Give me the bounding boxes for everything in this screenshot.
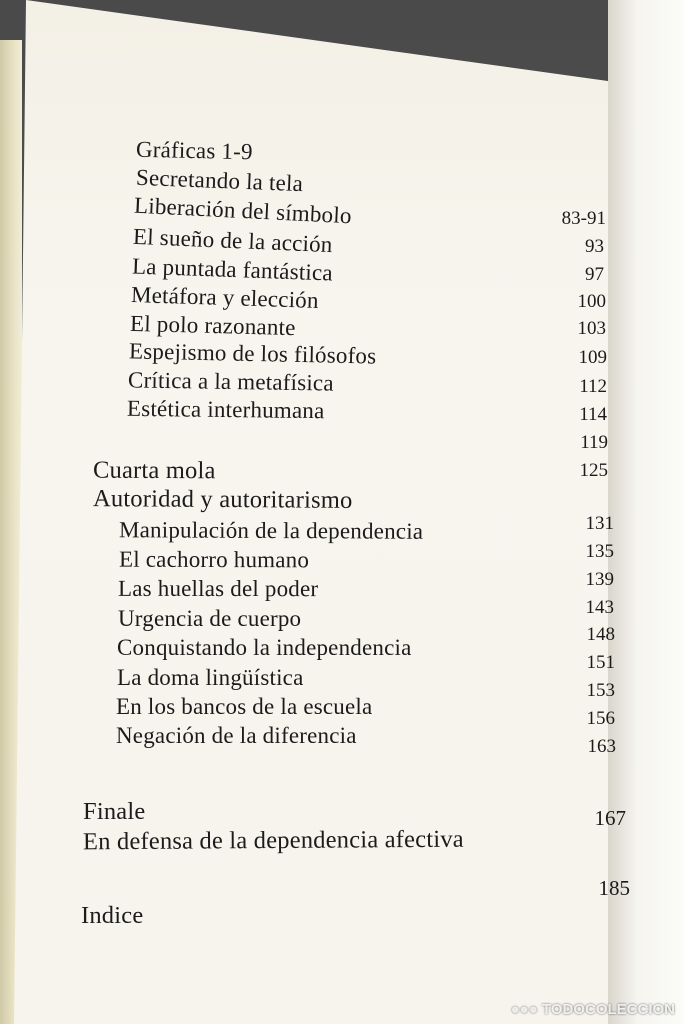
page-number: 131 [585, 513, 614, 534]
page-number: 119 [580, 432, 608, 453]
page-number: 112 [579, 376, 607, 397]
section-heading: Finale [83, 798, 146, 825]
toc-entry: En los bancos de la escuela [116, 694, 373, 719]
toc-entry: Gráficas 1-9 [135, 136, 253, 165]
toc-entry: Liberación del símbolo [133, 192, 353, 229]
page-number: 135 [585, 541, 614, 562]
toc-entry: El polo razonante [129, 310, 296, 341]
toc-entry: La puntada fantástica [131, 253, 334, 286]
section-heading: Indice [81, 902, 144, 929]
toc-entry: Secretando la tela [135, 164, 304, 197]
toc-entry: Las huellas del poder [117, 575, 319, 602]
toc-entry: Metáfora y elección [130, 282, 320, 313]
page-number: 93 [585, 236, 604, 257]
page-number: 143 [585, 597, 614, 618]
toc-entry: Urgencia de cuerpo [118, 606, 302, 631]
page-number: 148 [586, 624, 615, 645]
page-number: 156 [586, 708, 615, 729]
page-number: 100 [577, 291, 606, 312]
toc-entry: El sueño de la acción [132, 223, 334, 258]
toc-entry: La doma lingüística [117, 665, 304, 690]
toc-entry: Estética interhumana [126, 395, 325, 424]
page-number: 139 [585, 569, 614, 590]
toc-entry: Negación de la diferencia [116, 723, 357, 748]
toc-entry: Manipulación de la dependencia [118, 517, 424, 544]
page-number: 83-91 [561, 208, 606, 229]
page-number: 167 [594, 806, 626, 830]
section-subheading: En defensa de la dependencia afectiva [82, 825, 464, 856]
toc-entry: El cachorro humano [118, 546, 310, 573]
section-heading: Cuarta mola [92, 456, 216, 485]
page-number: 109 [578, 347, 607, 368]
page-number: 103 [577, 318, 606, 339]
page-number: 97 [585, 264, 604, 285]
page-number: 125 [579, 460, 608, 481]
toc-entry: Crítica a la metafísica [127, 367, 334, 396]
page-number: 185 [598, 876, 630, 900]
section-subheading: Autoridad y autoritarismo [92, 485, 353, 514]
watermark-logo: ●●● TODOCOLECCION [510, 1001, 675, 1018]
toc-entry: Conquistando la independencia [117, 635, 412, 660]
page-number: 151 [586, 652, 615, 673]
page-number: 153 [586, 680, 615, 701]
page-number: 114 [579, 404, 607, 425]
page-number: 163 [587, 736, 616, 757]
toc-entry: Espejismo de los filósofos [128, 338, 377, 369]
